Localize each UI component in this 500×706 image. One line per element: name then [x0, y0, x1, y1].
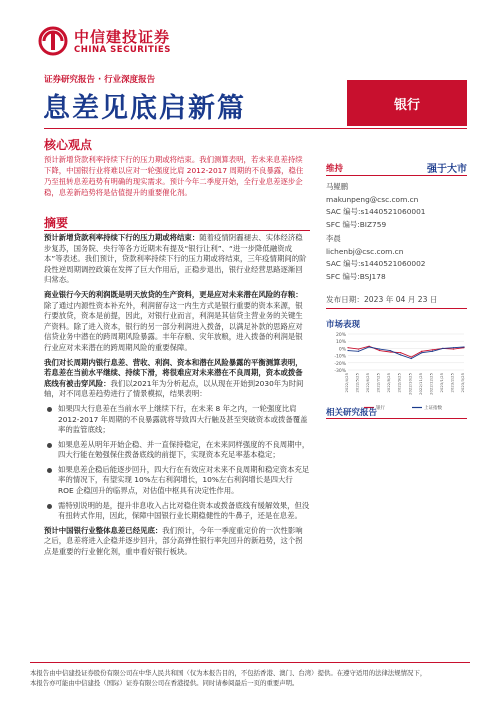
bullet-text: 如果息差企稳后能逐步回升，四大行在有效应对未来不良周期和稳定资本充足率的情况下，有望实现 10%左右利润增长，10%左右利润增长是四大行 ROE 企稳回升的临界点，对估值中枢具有决定性作用。 — [58, 464, 310, 496]
abstract-lead: 商业银行今天的利润既是明天放贷的生产资料，更是应对未来潜在风险的存粮： — [44, 289, 303, 299]
data-point — [453, 347, 454, 348]
data-point — [442, 348, 443, 349]
data-point — [421, 352, 422, 353]
abstract-heading: 摘要 — [44, 216, 69, 230]
abstract-paragraph — [44, 233, 310, 286]
legend-label: 上证指数 — [424, 406, 442, 411]
report-type: 证券研究报告 · 行业深度报告 — [44, 75, 156, 85]
abstract-lead: 预计中国银行业整体息差已经见底： — [44, 525, 163, 535]
data-point — [379, 349, 380, 350]
footer-disclaimer — [30, 668, 490, 688]
bullet-dot-icon — [47, 504, 52, 509]
abstract-paragraph — [44, 526, 310, 558]
bullet-dot-icon — [47, 443, 52, 448]
analyst-name: 李晨 — [326, 234, 341, 243]
publish-date: 发布日期：2023 年 04 月 23 日 — [326, 295, 438, 304]
data-point — [463, 346, 464, 347]
y-tick-label: 20% — [335, 333, 346, 338]
rating-header — [326, 160, 467, 176]
company-logo — [38, 24, 178, 60]
data-point — [390, 351, 391, 352]
abstract-divider — [44, 230, 310, 231]
analyst-email[interactable]: makunpeng@csc.com.cn — [326, 194, 419, 204]
abstract-body — [44, 233, 310, 562]
market-performance-chart — [326, 330, 467, 412]
scenario-bullet — [44, 465, 310, 497]
bullet-text: 需特别说明的是，提升非息收入占比对稳住资本或拨备底线有缓解效果，但没有扭转式作用，因此，保障中国银行业长期稳健性的牛鼻子，还是在息差。 — [58, 500, 310, 521]
x-tick-label: 2022/7/25 — [375, 373, 381, 393]
abstract-text: 随着疫情阴霾褪去、实体经济稳步复苏，国务院、央行等各方近期未有提及“银行让利”、“进一步降低融资成本”等表述。我们预计，贷款利率持续下行的压力期或将结束，三年疫情期间的阶段性逆周期调控政策在发挥了巨大作用后，正稳步退出，银行业经营思路逐渐回归常态。 — [44, 233, 307, 285]
x-tick-label: 2022/12/25 — [428, 373, 434, 395]
related-divider — [326, 418, 467, 419]
data-point — [347, 350, 348, 351]
data-point — [432, 351, 433, 352]
data-point — [453, 349, 454, 350]
brand-name-cn: 中信建投证券 — [74, 28, 171, 46]
analyst-sfc: SFC 编号:BSJ178 — [326, 271, 386, 281]
x-tick-label: 2022/8/25 — [386, 373, 392, 393]
title-divider — [44, 128, 467, 129]
market-title: 市场表现 — [326, 320, 361, 330]
chart-y-ticks — [334, 332, 346, 374]
scenario-bullet — [44, 404, 310, 436]
data-point — [347, 347, 348, 348]
footer-divider — [30, 662, 470, 663]
data-point — [400, 354, 401, 355]
x-tick-label: 2022/4/25 — [344, 373, 349, 393]
y-tick-label: -10% — [334, 354, 346, 360]
y-tick-label: 0% — [338, 347, 346, 353]
date-divider — [326, 308, 467, 309]
analyst-email[interactable]: lichenbj@csc.com.cn — [326, 246, 404, 256]
x-tick-label: 2023/1/25 — [438, 373, 444, 393]
scenario-bullet — [44, 440, 310, 461]
x-tick-label: 2022/9/25 — [396, 373, 402, 393]
abstract-paragraph — [44, 358, 310, 400]
rating-label: 维持 — [326, 164, 344, 174]
abstract-text: 我们以2021年为分析起点，以从现在开始到2030年为时间轴，对不同息差趋势进行了情景模拟，结果表明： — [44, 378, 304, 399]
analyst-sfc: SFC 编号:BIZ759 — [326, 219, 387, 229]
footer-line: 本报告亦可能由中信建投（国际）证券有限公司在香港提供。同时请参阅最后一页的重要声明。 — [30, 679, 299, 687]
analyst-name: 马鲲鹏 — [326, 182, 349, 191]
rating-value: 强于大市 — [427, 164, 467, 175]
analyst-info — [326, 233, 467, 283]
footer-line: 本报告由中信建投证券股份有限公司在中华人民共和国（仅为本报告目的，不包括香港、澳门、台湾）提供。在遵守适用的法律法规情况下， — [30, 669, 427, 677]
x-tick-label: 2022/6/25 — [365, 373, 371, 393]
bullet-dot-icon — [47, 468, 52, 473]
core-heading: 核心观点 — [44, 138, 93, 152]
data-point — [411, 356, 412, 357]
related-reports-title: 相关研究报告 — [326, 408, 378, 418]
legend-label: 银行 — [376, 406, 385, 411]
data-point — [421, 351, 422, 352]
core-text: 预计新增贷款利率持续下行的压力期或将结束。我们测算表明，若未来息差持续下降，中国银行业将难以应对一轮强度比肩 2012-2017 周期的不良暴露，稳住乃至扭转息差趋势有明确的现实需求。预计今年二季度开始，全行业息差逐步企稳，息差新趋势将是估值提升的重要催化剂。 — [44, 155, 304, 197]
data-point — [358, 349, 359, 350]
chart-series — [347, 346, 464, 359]
scenario-bullet — [44, 501, 310, 522]
bullet-text: 如果息差从明年开始企稳、并一直保持稳定，在未来同样强度的不良周期中，四大行能在勉强保住拨备底线的前提下，实现资本充足率基本稳定； — [58, 439, 310, 460]
chart-grid — [348, 334, 464, 370]
analyst-sac: SAC 编号:s1440521060001 — [326, 207, 426, 216]
analyst-info — [326, 181, 467, 231]
abstract-paragraph — [44, 290, 310, 354]
abstract-lead: 我们对长周期内银行息差、营收、利润、资本和潜在风险暴露的平衡测算表明，若息差在当前水平继续、持续下滑，将很难应对未来潜在不良周期，资本或拨备底线有被击穿风险： — [44, 357, 303, 388]
data-point — [390, 350, 391, 351]
bullet-text: 如果四大行息差在当前水平上继续下行，在未来 8 年之内，一轮强度比肩 2012-2017 年周期的不良暴露就将导致四大行触及甚至突破资本或拨备覆盖率的监管底线； — [58, 403, 308, 435]
x-tick-label: 2023/2/25 — [449, 373, 455, 393]
y-tick-label: -20% — [334, 361, 346, 367]
data-point — [379, 350, 380, 351]
analyst-sac: SAC 编号:s1440521060002 — [326, 259, 426, 268]
bullet-dot-icon — [47, 407, 52, 412]
y-tick-label: -30% — [334, 369, 346, 374]
abstract-text: 除了通过内源性资本补充外，利润留存这一内生方式是银行重要的资本来源，银行要放贷，资本是前提，因此，对银行业而言，利润是其信贷主营业务的关键生产资料。除了进入资本，银行的另一部分利润进入拨备，以满足补款的思路应对信贷业务中潜在的跨周期风险暴露。丰年存粮、灾年放粮，进入拨备的利润是银行业应对未来潜在的跨周期风险的重要保障。 — [44, 300, 303, 352]
x-tick-label: 2022/5/25 — [354, 373, 360, 393]
chart-x-ticks — [344, 372, 465, 394]
csc-logo-icon — [38, 26, 68, 56]
data-point — [432, 349, 433, 350]
y-tick-label: 10% — [335, 340, 346, 346]
page-title: 息差见底启新篇 — [43, 93, 246, 124]
x-tick-label: 2022/11/25 — [417, 373, 423, 395]
x-tick-label: 2023/3/25 — [460, 373, 465, 393]
abstract-text: 我们预计，今年一季度重定价的一次性影响之后，息差将进入企稳并逐步回升，部分高弹性银行率先回升的新趋势，这个拐点是重要的行业催化剂，重申看好银行板块。 — [44, 525, 303, 557]
data-point — [358, 351, 359, 352]
brand-name-en: CHINA SECURITIES — [74, 45, 171, 55]
data-point — [368, 346, 369, 347]
x-tick-label: 2022/10/25 — [407, 373, 413, 395]
sector-banner: 银行 — [347, 80, 467, 126]
abstract-lead: 预计新增贷款利率持续下行的压力期或将结束： — [44, 233, 200, 242]
data-point — [400, 352, 401, 353]
data-point — [411, 358, 412, 359]
